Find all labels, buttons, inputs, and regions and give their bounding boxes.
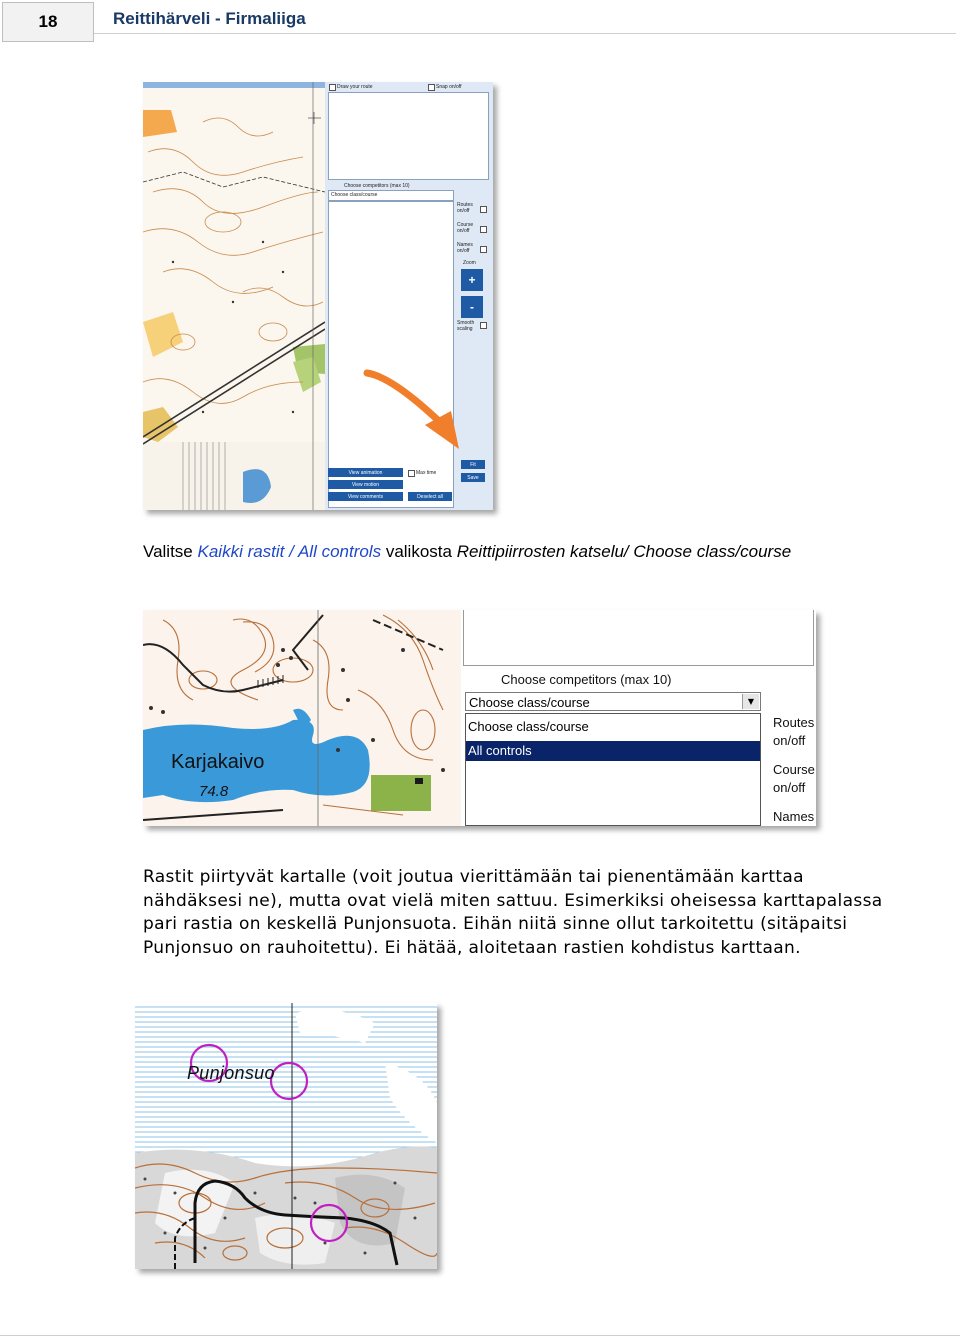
class-select[interactable]: Choose class/course [328, 190, 454, 201]
route-textarea[interactable] [463, 610, 814, 666]
draw-route-checkbox[interactable] [329, 84, 336, 91]
course-toggle-label: Course on/off [773, 762, 815, 795]
option-choose-class[interactable]: Choose class/course [468, 719, 589, 734]
competitors-label: Choose competitors (max 10) [344, 183, 410, 189]
screenshot-route-viewer [143, 82, 493, 510]
page-number: 18 [2, 2, 94, 42]
header-divider [94, 33, 956, 34]
routes-toggle-label: Routes on/off [773, 715, 815, 748]
orienteering-map-2 [143, 610, 461, 826]
routes-toggle-label: Routes on/off [457, 202, 473, 214]
course-toggle-label: Course on/off [457, 222, 474, 234]
orienteering-map-3 [135, 1003, 437, 1269]
header-title: Reittihärveli - Firmaliiga [113, 9, 306, 28]
zoom-out-button[interactable]: - [461, 296, 483, 318]
class-options-list[interactable] [465, 713, 761, 826]
snap-label: Snap on/off [436, 84, 462, 90]
orienteering-map-1 [143, 82, 325, 510]
view-motion-button[interactable]: View motion [328, 480, 403, 489]
class-select[interactable] [465, 692, 761, 711]
max-time-label: Max time [416, 470, 437, 476]
place-name-label: Punjonsuo [187, 1063, 275, 1083]
screenshot-punjonsuo-map [135, 1003, 437, 1269]
course-checkbox[interactable] [480, 226, 487, 233]
chevron-down-icon[interactable]: ▼ [742, 694, 759, 709]
draw-route-label: Draw your route [337, 84, 373, 90]
option-all-controls[interactable]: All controls [466, 741, 760, 761]
class-selection-panel [461, 610, 816, 826]
body-paragraph: Rastit piirtyvät kartalle (voit joutua vierittämään tai pienentämään karttaa nähdäksesi ne), mutta ovat vielä miten sattuu. Esimerkiksi oheisessa karttapalassa pari rastia on keskellä Punjonsuota. Eihän niitä sinne ollut tarkoitettu (sitäpaitsi Punjonsuo on rauhoitettu). Ei hätää, aloitetaan rastien kohdistus karttaan. [143, 867, 883, 958]
zoom-in-button[interactable]: + [461, 269, 483, 291]
competitors-label: Choose competitors (max 10) [501, 672, 672, 687]
fit-button[interactable]: Fit [461, 460, 485, 469]
orange-arrow-icon [363, 367, 483, 462]
smooth-label: Smooth scaling [457, 320, 475, 332]
save-button[interactable]: Save [461, 473, 485, 482]
screenshot-class-dropdown [143, 610, 816, 826]
footer-divider [0, 1335, 960, 1336]
names-checkbox[interactable] [480, 246, 487, 253]
route-textarea[interactable] [328, 92, 489, 180]
max-time-checkbox[interactable] [408, 470, 415, 477]
deselect-all-button[interactable]: Deselect all [408, 492, 452, 501]
lake-name-label: Karjakaivo [171, 751, 265, 773]
routes-checkbox[interactable] [480, 206, 487, 213]
zoom-label: Zoom [463, 260, 476, 266]
names-toggle-label: Names on/off [457, 242, 473, 254]
snap-checkbox[interactable] [428, 84, 435, 91]
smooth-checkbox[interactable] [480, 322, 487, 329]
view-comments-button[interactable]: View comments [328, 492, 403, 501]
all-controls-link: Kaikki rastit / All controls [197, 542, 382, 561]
class-select-value: Choose class/course [469, 695, 590, 710]
menu-reference: Reittipiirrosten katselu/ Choose class/course [456, 542, 792, 561]
view-animation-button[interactable]: View animation [328, 468, 403, 477]
intro-paragraph: Valitse Kaikki rastit / All controls valikosta Reittipiirrosten katselu/ Choose class/course [143, 542, 792, 561]
lake-elevation-label: 74.8 [199, 783, 229, 800]
names-toggle-label: Names [773, 809, 815, 824]
